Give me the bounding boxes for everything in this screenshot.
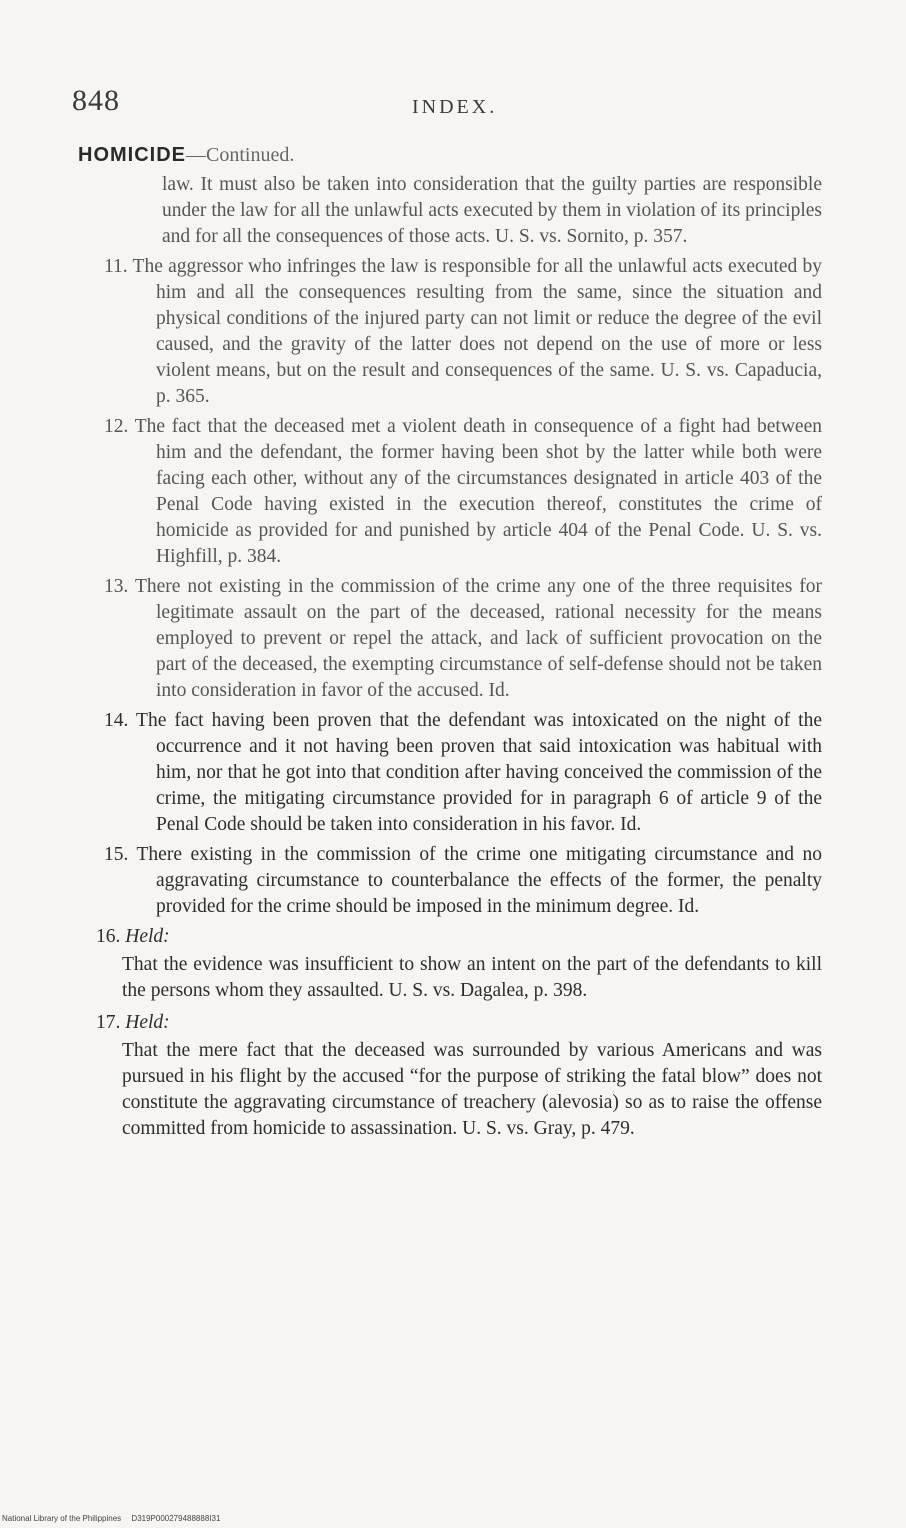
page-number: 848: [72, 84, 120, 117]
entry-text: There not existing in the commission of the crime any one of the three requisites for legitimate assault on the part of the deceased, rational necessity for the means employed to prevent or repel the attack, and lack of sufficient provocation on the part of the deceased, the exempting circumstance of self-defense should not be taken into consideration in favor of the accused. Id.: [134, 576, 822, 701]
heading-continued: —Continued.: [186, 144, 295, 166]
entry-text: The fact having been proven that the defendant was intoxicated on the night of the occurrence and it not having been proven that said intoxication was habitual with him, nor that he got into that condition after having conceived the commission of the crime, the mitigating circumstance provided for in paragraph 6 of article 9 of the Penal Code should be taken into consideration in his favor. Id.: [136, 710, 822, 835]
entry-number: 12.: [104, 416, 129, 437]
entry-number: 17.: [96, 1012, 121, 1033]
held-label: Held:: [125, 926, 170, 947]
entry-11: [96, 254, 822, 410]
entry-text: The fact that the deceased met a violent death in consequence of a fight had between him and the defendant, the former having been shot by the latter while both were facing each other, without any of the circumstances designated in article 403 of the Penal Code having existed in the execution thereof, constitutes the crime of homicide as provided for and punished by article 404 of the Penal Code. U. S. vs. Highfill, p. 384.: [134, 416, 822, 567]
entry-number: 14.: [104, 710, 129, 731]
entry-14: [96, 708, 822, 838]
entry-text: The aggressor who infringes the law is responsible for all the unlawful acts executed by him and all the consequences resulting from the same, since the situation and physical conditions of the injured party can not limit or reduce the degree of the evil caused, and the gravity of the latter does not depend on the use of more or less violent means, but on the result and consequences of the same. U. S. vs. Capaducia, p. 365.: [132, 256, 822, 407]
index-body: [96, 172, 822, 1148]
entry-16-text: That the evidence was insufficient to show an intent on the part of the defendants to kill the persons whom they assaulted. U. S. vs. Dagalea, p. 398.: [122, 954, 822, 1001]
footer-library: National Library of the Philippines: [2, 1514, 122, 1523]
entry-16-label: [96, 924, 822, 950]
page-title: INDEX.: [412, 96, 498, 118]
footer-code: D319P000279488888I31: [131, 1514, 221, 1523]
entry-number: 15.: [104, 844, 129, 865]
entry-13: [96, 574, 822, 704]
index-heading: [78, 144, 294, 167]
footer: [2, 1514, 228, 1523]
held-label: Held:: [125, 1012, 170, 1033]
heading-term: HOMICIDE: [78, 144, 186, 166]
entry-17-text: That the mere fact that the deceased was surrounded by various Americans and was pursued in his flight by the accused “for the purpose of striking the fatal blow” does not constitute the aggravating circumstance of treachery (alevosia) so as to raise the offense committed from homicide to assassination. U. S. vs. Gray, p. 479.: [122, 1040, 822, 1139]
entry-number: 13.: [104, 576, 129, 597]
entry-15: [96, 842, 822, 920]
entry-text: There existing in the commission of the crime one mitigating circumstance and no aggravating circumstance to counterbalance the effects of the former, the penalty provided for the crime should be imposed in the minimum degree. Id.: [136, 844, 822, 917]
entry-continuation: law. It must also be taken into consideration that the guilty parties are responsible under the law for all the unlawful acts executed by them in violation of its principles and for all the consequences of those acts. U. S. vs. Sornito, p. 357.: [162, 174, 822, 247]
entry-number: 11.: [104, 256, 128, 277]
entry-17-label: [96, 1010, 822, 1036]
entry-12: [96, 414, 822, 570]
entry-number: 16.: [96, 926, 121, 947]
